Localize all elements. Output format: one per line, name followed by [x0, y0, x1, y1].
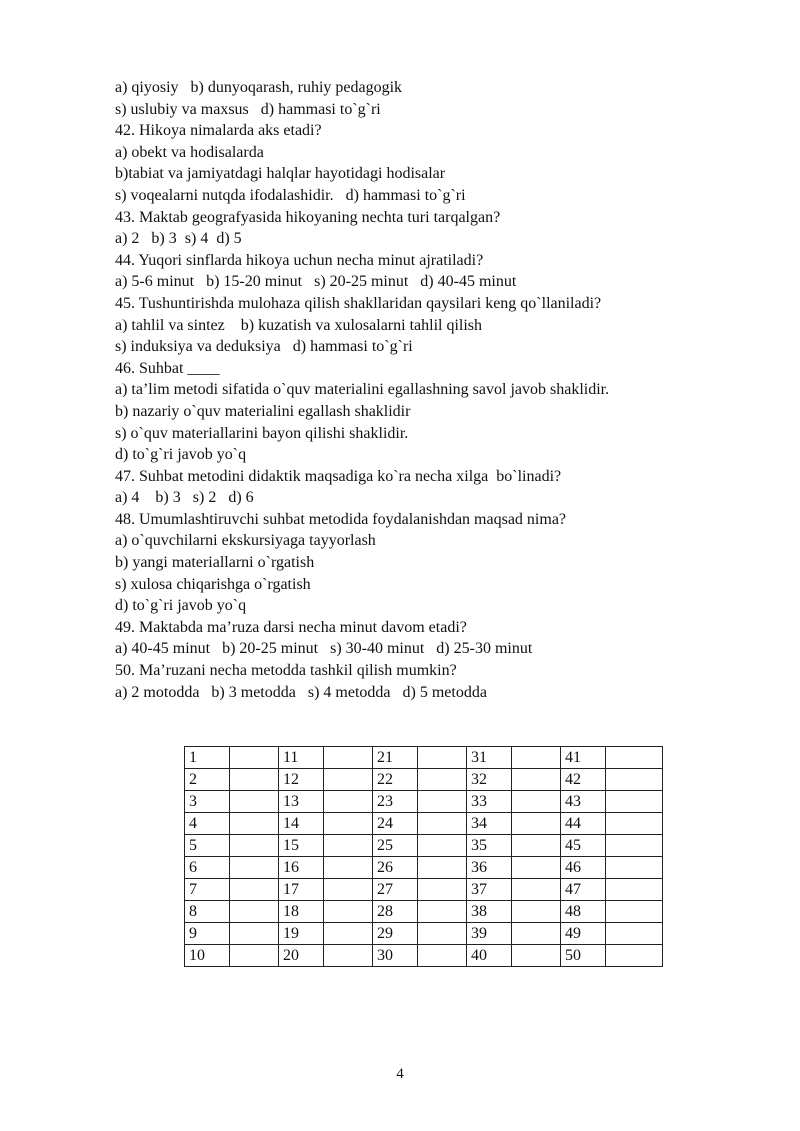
- text-line: d) to`g`ri javob yo`q: [115, 597, 247, 615]
- answer-blank-cell[interactable]: [230, 945, 279, 967]
- question-number-cell: 50: [561, 945, 606, 967]
- text-line: a) o`quvchilarni ekskursiyaga tayyorlash: [115, 532, 376, 550]
- question-text: [115, 77, 735, 703]
- answer-grid-row: [185, 879, 663, 901]
- text-line: 44. Yuqori sinflarda hikoya uchun necha minut ajratiladi?: [115, 251, 484, 269]
- text-line: s) xulosa chiqarishga o`rgatish: [115, 575, 311, 593]
- answer-grid-row: [185, 857, 663, 879]
- question-number-cell: 37: [467, 879, 512, 901]
- answer-blank-cell[interactable]: [418, 923, 467, 945]
- answer-blank-cell[interactable]: [512, 835, 561, 857]
- text-line: 48. Umumlashtiruvchi suhbat metodida foydalanishdan maqsad nima?: [115, 510, 567, 528]
- answer-blank-cell[interactable]: [418, 769, 467, 791]
- question-number-cell: 15: [279, 835, 324, 857]
- question-number-cell: 25: [373, 835, 418, 857]
- text-line: a) 2 b) 3 s) 4 d) 5: [115, 230, 242, 248]
- answer-blank-cell[interactable]: [606, 813, 663, 835]
- text-line: 50. Ma’ruzani necha metodda tashkil qilish mumkin?: [115, 662, 457, 680]
- answer-blank-cell[interactable]: [418, 879, 467, 901]
- answer-blank-cell[interactable]: [324, 835, 373, 857]
- answer-blank-cell[interactable]: [418, 901, 467, 923]
- text-line: a) 5-6 minut b) 15-20 minut s) 20-25 minut d) 40-45 minut: [115, 273, 517, 291]
- text-line: 46. Suhbat ____: [115, 359, 220, 377]
- answer-blank-cell[interactable]: [230, 857, 279, 879]
- question-number-cell: 48: [561, 901, 606, 923]
- text-line: b)tabiat va jamiyatdagi halqlar hayotidagi hodisalar: [115, 165, 446, 183]
- question-number-cell: 8: [185, 901, 230, 923]
- answer-grid-row: [185, 923, 663, 945]
- question-number-cell: 12: [279, 769, 324, 791]
- answer-blank-cell[interactable]: [418, 747, 467, 769]
- question-number-cell: 33: [467, 791, 512, 813]
- question-number-cell: 47: [561, 879, 606, 901]
- answer-grid-row: [185, 901, 663, 923]
- question-number-cell: 13: [279, 791, 324, 813]
- question-number-cell: 1: [185, 747, 230, 769]
- answer-blank-cell[interactable]: [606, 835, 663, 857]
- answer-blank-cell[interactable]: [512, 791, 561, 813]
- question-number-cell: 7: [185, 879, 230, 901]
- question-number-cell: 39: [467, 923, 512, 945]
- question-number-cell: 45: [561, 835, 606, 857]
- answer-blank-cell[interactable]: [324, 769, 373, 791]
- text-line: a) obekt va hodisalarda: [115, 143, 264, 161]
- answer-blank-cell[interactable]: [512, 857, 561, 879]
- answer-blank-cell[interactable]: [324, 857, 373, 879]
- question-number-cell: 36: [467, 857, 512, 879]
- text-line: a) ta’lim metodi sifatida o`quv materialini egallashning savol javob shaklidir.: [115, 381, 610, 399]
- text-line: b) nazariy o`quv materialini egallash shaklidir: [115, 402, 411, 420]
- question-number-cell: 5: [185, 835, 230, 857]
- answer-grid-row: [185, 791, 663, 813]
- question-number-cell: 21: [373, 747, 418, 769]
- answer-blank-cell[interactable]: [418, 857, 467, 879]
- answer-blank-cell[interactable]: [230, 769, 279, 791]
- answer-blank-cell[interactable]: [606, 923, 663, 945]
- text-line: a) qiyosiy b) dunyoqarash, ruhiy pedagogik: [115, 79, 403, 96]
- question-number-cell: 10: [185, 945, 230, 967]
- question-number-cell: 20: [279, 945, 324, 967]
- answer-blank-cell[interactable]: [512, 945, 561, 967]
- text-line: 47. Suhbat metodini didaktik maqsadiga ko`ra necha xilga bo`linadi?: [115, 467, 562, 485]
- question-number-cell: 4: [185, 813, 230, 835]
- answer-blank-cell[interactable]: [606, 747, 663, 769]
- question-number-cell: 34: [467, 813, 512, 835]
- question-number-cell: 43: [561, 791, 606, 813]
- question-number-cell: 31: [467, 747, 512, 769]
- answer-blank-cell[interactable]: [230, 835, 279, 857]
- question-number-cell: 26: [373, 857, 418, 879]
- answer-blank-cell[interactable]: [606, 945, 663, 967]
- answer-blank-cell[interactable]: [606, 857, 663, 879]
- question-number-cell: 44: [561, 813, 606, 835]
- answer-blank-cell[interactable]: [512, 923, 561, 945]
- text-line: 43. Maktab geografyasida hikoyaning nechta turi tarqalgan?: [115, 208, 501, 226]
- question-number-cell: 28: [373, 901, 418, 923]
- question-number-cell: 24: [373, 813, 418, 835]
- text-line: d) to`g`ri javob yo`q: [115, 446, 247, 464]
- answer-blank-cell[interactable]: [512, 813, 561, 835]
- question-number-cell: 46: [561, 857, 606, 879]
- answer-blank-cell[interactable]: [324, 813, 373, 835]
- text-line: s) uslubiy va maxsus d) hammasi to`g`ri: [115, 100, 381, 118]
- text-line: b) yangi materiallarni o`rgatish: [115, 554, 315, 572]
- question-number-cell: 22: [373, 769, 418, 791]
- answer-blank-cell[interactable]: [512, 901, 561, 923]
- answer-blank-cell[interactable]: [324, 923, 373, 945]
- question-number-cell: 41: [561, 747, 606, 769]
- question-number-cell: 42: [561, 769, 606, 791]
- answer-blank-cell[interactable]: [230, 879, 279, 901]
- question-number-cell: 2: [185, 769, 230, 791]
- answer-blank-cell[interactable]: [230, 747, 279, 769]
- question-number-cell: 3: [185, 791, 230, 813]
- question-number-cell: 9: [185, 923, 230, 945]
- answer-grid-row: [185, 813, 663, 835]
- question-number-cell: 16: [279, 857, 324, 879]
- question-number-cell: 23: [373, 791, 418, 813]
- text-line: 42. Hikoya nimalarda aks etadi?: [115, 122, 322, 140]
- answer-blank-cell[interactable]: [324, 945, 373, 967]
- text-line: a) 4 b) 3 s) 2 d) 6: [115, 489, 254, 507]
- question-number-cell: 17: [279, 879, 324, 901]
- question-number-cell: 49: [561, 923, 606, 945]
- text-line: a) tahlil va sintez b) kuzatish va xulosalarni tahlil qilish: [115, 316, 483, 334]
- page-number: 4: [396, 1066, 404, 1082]
- question-number-cell: 40: [467, 945, 512, 967]
- answer-blank-cell[interactable]: [418, 945, 467, 967]
- answer-grid-row: [185, 747, 663, 769]
- answer-grid-row: [185, 769, 663, 791]
- answer-blank-cell[interactable]: [418, 813, 467, 835]
- answer-blank-cell[interactable]: [230, 791, 279, 813]
- question-number-cell: 30: [373, 945, 418, 967]
- answer-blank-cell[interactable]: [324, 879, 373, 901]
- answer-blank-cell[interactable]: [512, 879, 561, 901]
- answer-blank-cell[interactable]: [606, 769, 663, 791]
- answer-blank-cell[interactable]: [324, 901, 373, 923]
- question-number-cell: 35: [467, 835, 512, 857]
- answer-blank-cell[interactable]: [230, 813, 279, 835]
- answer-blank-cell[interactable]: [230, 901, 279, 923]
- answer-blank-cell[interactable]: [512, 769, 561, 791]
- question-number-cell: 32: [467, 769, 512, 791]
- answer-blank-cell[interactable]: [230, 923, 279, 945]
- answer-grid-row: [185, 835, 663, 857]
- text-line: s) o`quv materiallarini bayon qilishi shaklidir.: [115, 424, 409, 442]
- answer-blank-cell[interactable]: [418, 835, 467, 857]
- answer-blank-cell[interactable]: [512, 747, 561, 769]
- question-number-cell: 11: [279, 747, 324, 769]
- answer-blank-cell[interactable]: [606, 901, 663, 923]
- text-line: a) 2 motodda b) 3 metodda s) 4 metodda d) 5 metodda: [115, 683, 487, 701]
- answer-blank-cell[interactable]: [606, 791, 663, 813]
- answer-grid: [184, 746, 663, 967]
- question-number-cell: 29: [373, 923, 418, 945]
- answer-blank-cell[interactable]: [324, 791, 373, 813]
- text-line: s) voqealarni nutqda ifodalashidir. d) hammasi to`g`ri: [115, 186, 466, 204]
- question-number-cell: 14: [279, 813, 324, 835]
- question-number-cell: 27: [373, 879, 418, 901]
- answer-blank-cell[interactable]: [418, 791, 467, 813]
- question-number-cell: 18: [279, 901, 324, 923]
- text-line: 45. Tushuntirishda mulohaza qilish shakllaridan qaysilari keng qo`llaniladi?: [115, 294, 602, 312]
- answer-blank-cell[interactable]: [606, 879, 663, 901]
- answer-grid-row: [185, 945, 663, 967]
- answer-blank-cell[interactable]: [324, 747, 373, 769]
- text-line: a) 40-45 minut b) 20-25 minut s) 30-40 minut d) 25-30 minut: [115, 640, 533, 658]
- question-number-cell: 19: [279, 923, 324, 945]
- question-number-cell: 38: [467, 901, 512, 923]
- text-line: 49. Maktabda ma’ruza darsi necha minut davom etadi?: [115, 618, 467, 636]
- question-number-cell: 6: [185, 857, 230, 879]
- text-line: s) induksiya va deduksiya d) hammasi to`g`ri: [115, 338, 413, 356]
